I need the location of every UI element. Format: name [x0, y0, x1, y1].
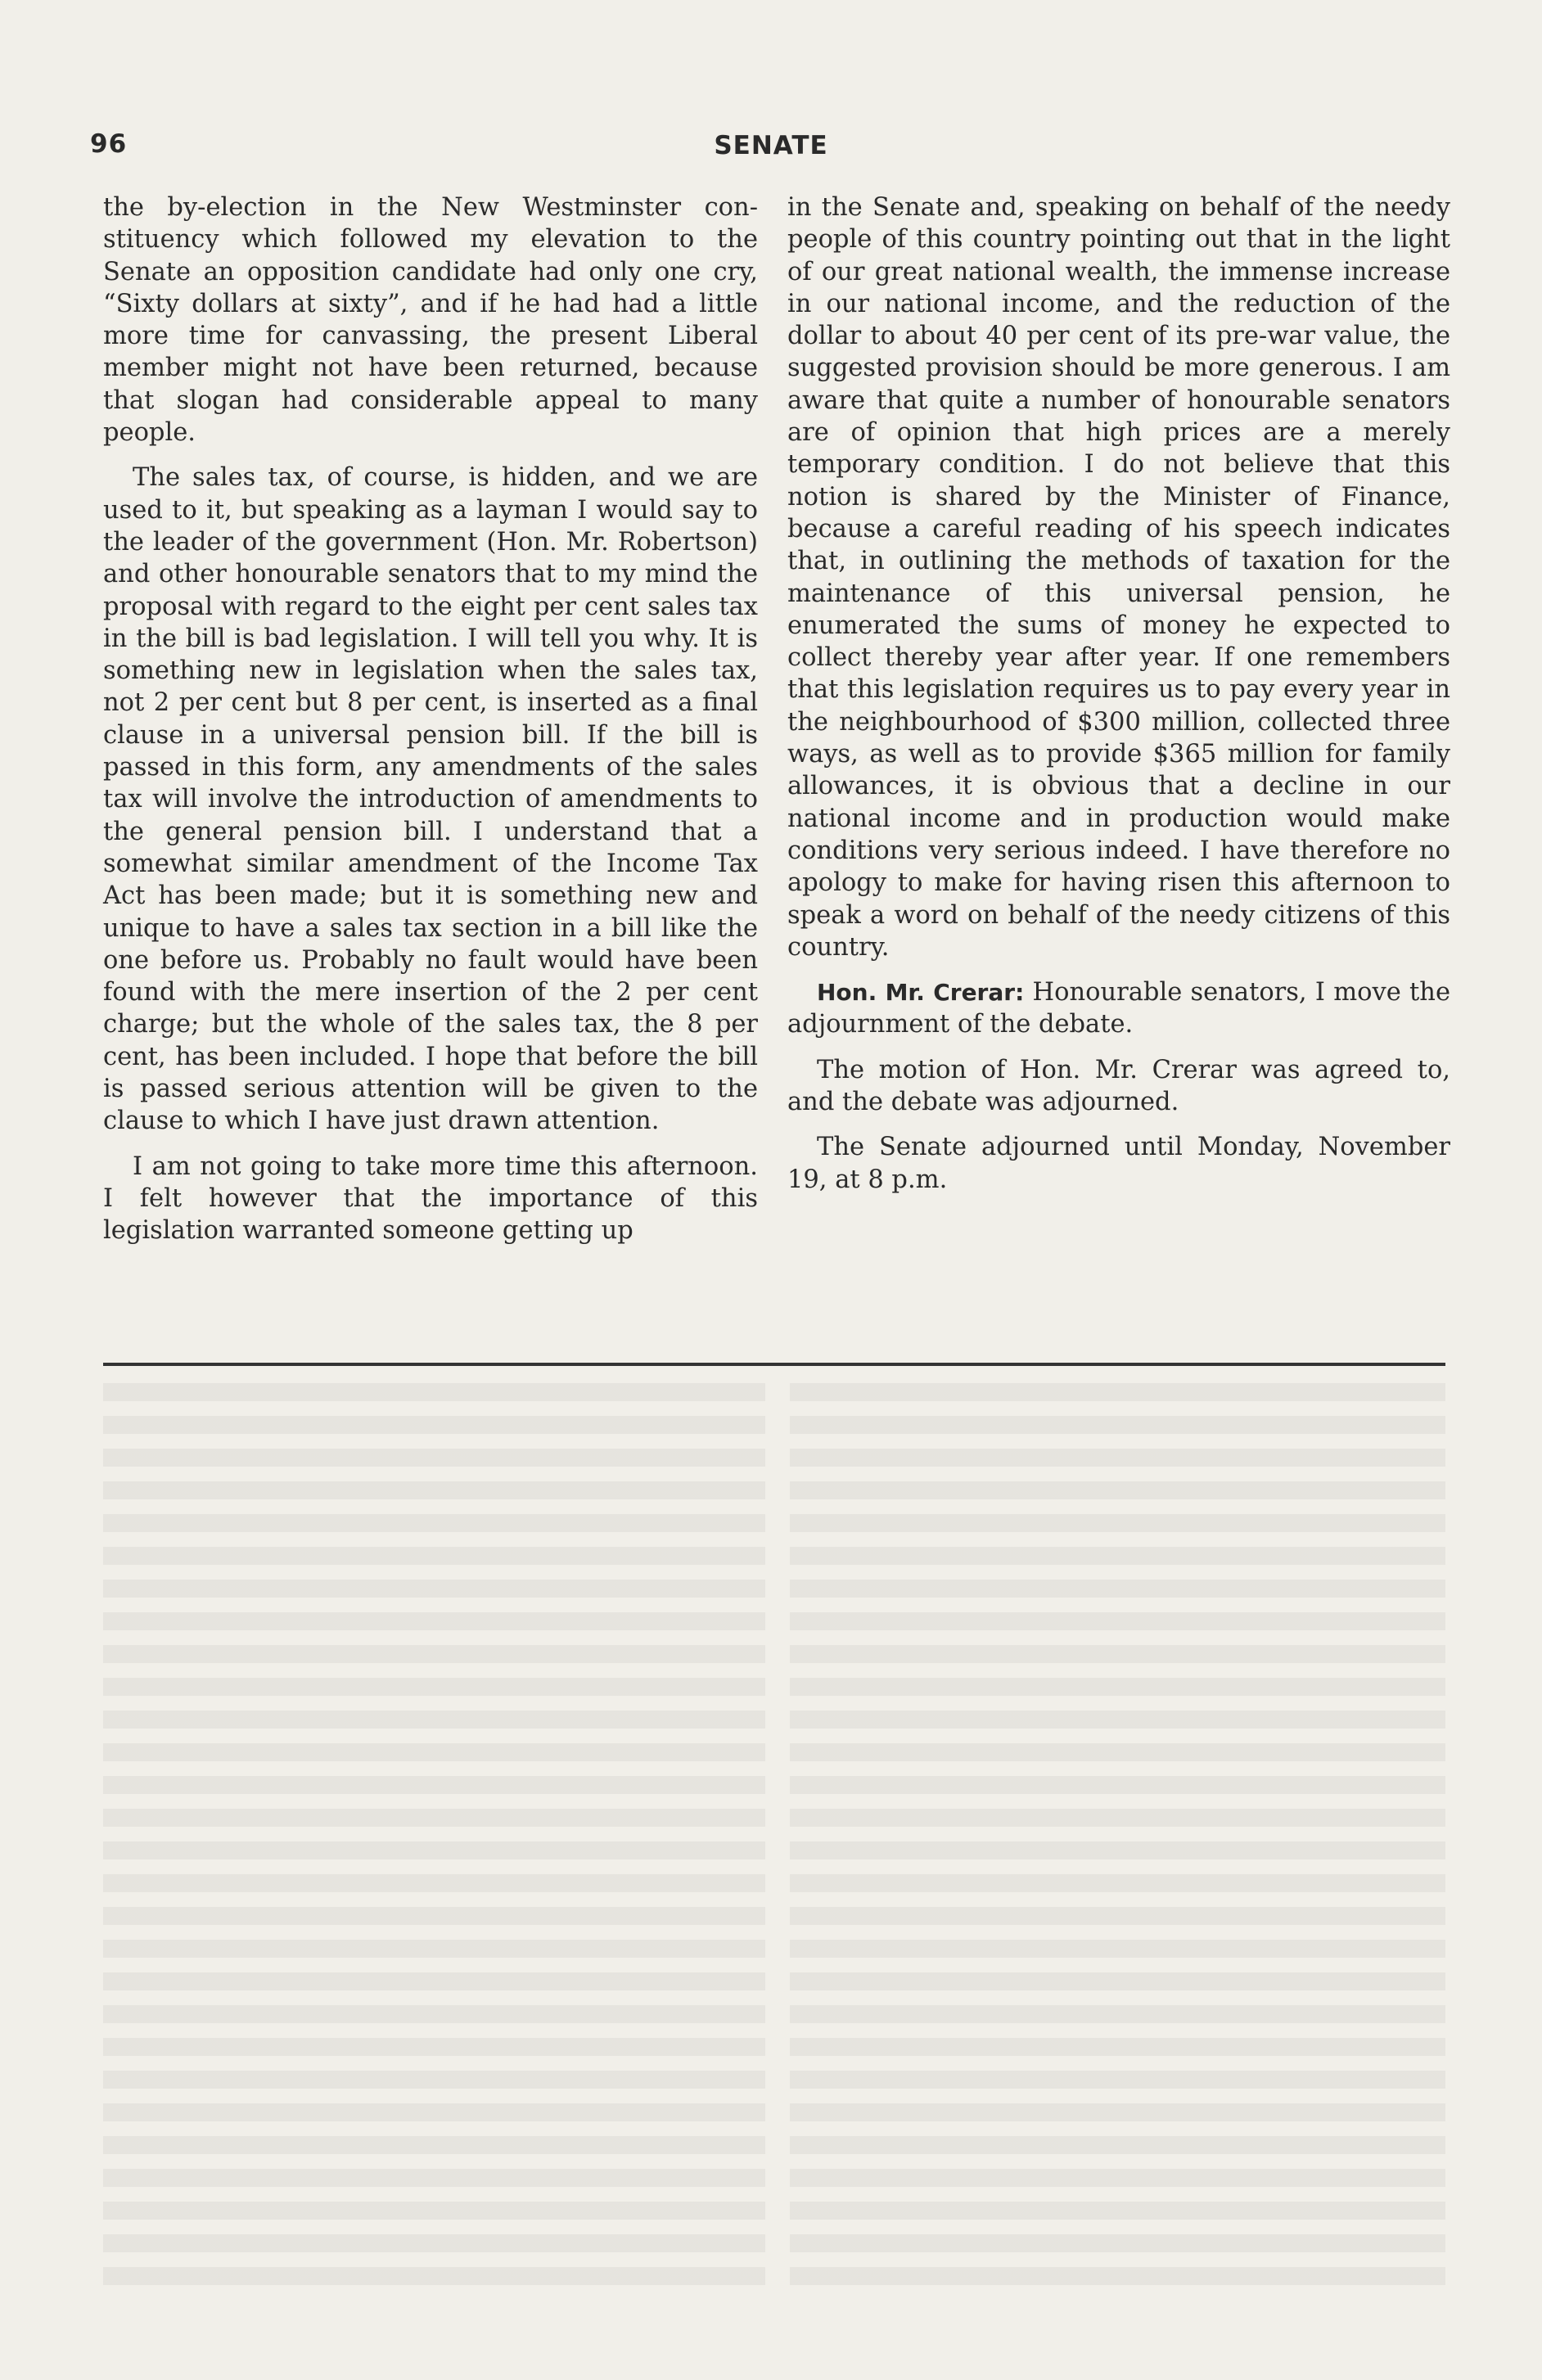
- paragraph: I am not going to take more time this afternoon. I felt however that the importance of this legislation warranted someone getting up: [103, 1152, 758, 1246]
- section-rule: [103, 1363, 1445, 1366]
- running-head: SENATE: [714, 131, 828, 160]
- left-column: [103, 192, 758, 1260]
- paragraph: The sales tax, of course, is hidden, and we are used to it, but speaking as a layman I would say to the leader of the government (Hon. Mr. Robertson) and other honourable senators that to my mind the proposal with regard to the eight per cent sales tax in the bill is bad legislation. I will tell you why. It is something new in legislation when the sales tax, not 2 per cent but 8 per cent, is inserted as a final clause in a universal pension bill. If the bill is passed in this form, any amendments of the sales tax will involve the introduction of amendments to the general pension bill. I understand that a somewhat similar amendment of the Income Tax Act has been made; but it is something new and unique to have a sales tax section in a bill like the one before us. Probably no fault would have been found with the mere insertion of the 2 per cent charge; but the whole of the sales tax, the 8 per cent, has been included. I hope that before the bill is passed serious attention will be given to the clause to which I have just drawn attention.: [103, 463, 758, 1136]
- paragraph: The Senate adjourned until Monday, November 19, at 8 p.m.: [787, 1133, 1450, 1194]
- speech-text: Honourable senators, I move the adjournment of the debate.: [787, 978, 1450, 1039]
- speech-paragraph: [787, 976, 1450, 1041]
- speaker-label: Hon. Mr. Crerar:: [817, 979, 1025, 1007]
- page-number: 96: [90, 129, 128, 159]
- paragraph: The motion of Hon. Mr. Crerar was agreed to, and the debate was adjourned.: [787, 1055, 1450, 1117]
- paragraph: in the Senate and, speaking on behalf of the needy people of this country pointing out that in the light of our great national wealth, the immense increase in our national income, and the reduction of the dollar to about 40 per cent of its pre-war value, the suggested provision should be more generous. I am aware that quite a number of honourable senators are of opinion that high prices are a merely temporary condition. I do not believe that this notion is shared by the Minister of Finance, because a careful reading of his speech indicates that, in outlining the methods of taxation for the maintenance of this universal pension, he enumerated the sums of money he expected to collect thereby year after year. If one remembers that this legislation requires us to pay every year in the neighbourhood of $300 million, collected three ways, as well as to provide $365 million for family allowances, it is obvious that a decline in our national income and in production would make conditions very serious indeed. I have therefore no apology to make for having risen this afternoon to speak a word on behalf of the needy citizens of this country.: [787, 193, 1450, 962]
- bleed-through-gutter: [765, 1383, 790, 2300]
- right-column: [787, 192, 1450, 1209]
- paragraph: the by-election in the New Westminster constituency which followed my elevation to the Senate an opposition candidate had only one cry, “Sixty dollars at sixty”, and if he had had a little more time for canvassing, the present Liberal member might not have been returned, because that slogan had considerable appeal to many people.: [103, 193, 758, 448]
